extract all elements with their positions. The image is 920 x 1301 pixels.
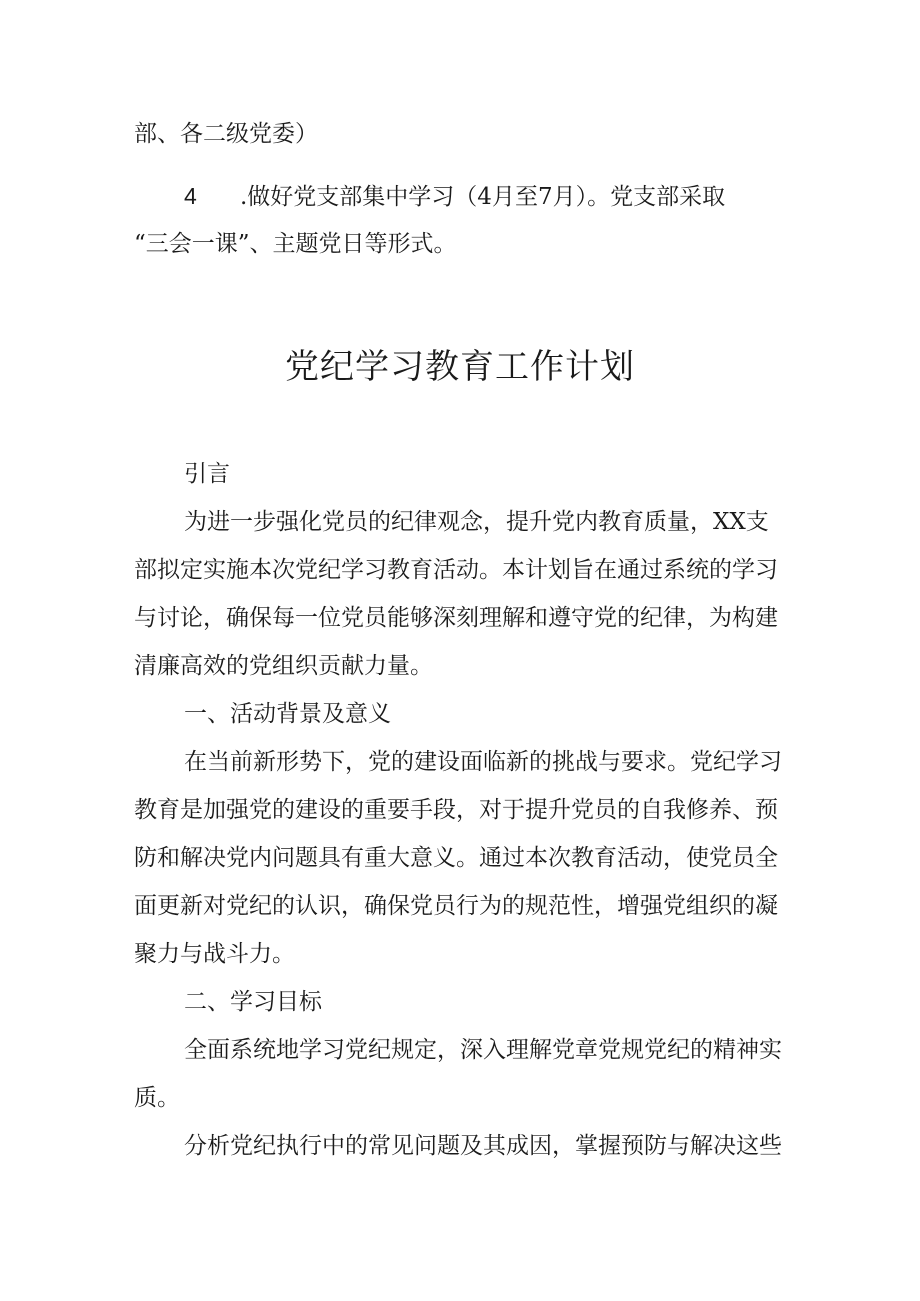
intro-paragraph-line: 与讨论，确保每一位党员能够深刻理解和遵守党的纪律，为构建	[134, 605, 778, 631]
section1-heading: 一、活动背景及意义	[184, 701, 391, 727]
section2-paragraph-line: 质。	[134, 1085, 180, 1111]
section2-heading: 二、学习目标	[184, 989, 322, 1015]
section1-paragraph-line: 在当前新形势下，党的建设面临新的挑战与要求。党纪学习	[184, 749, 782, 775]
section2-paragraph-line: 分析党纪执行中的常见问题及其成因，掌握预防与解决这些	[184, 1133, 782, 1159]
list-item-continuation: “三会一课”、主题党日等形式。	[134, 231, 457, 257]
intro-heading: 引言	[184, 461, 230, 487]
document-title: 党纪学习教育工作计划	[285, 347, 635, 387]
list-item-number: 4	[184, 183, 197, 209]
intro-paragraph-line: 为进一步强化党员的纪律观念，提升党内教育质量，XX支	[184, 509, 769, 535]
section1-paragraph-line: 面更新对党纪的认识，确保党员行为的规范性，增强党组织的凝	[134, 893, 778, 919]
fragment-line: 部、各二级党委）	[134, 121, 318, 147]
list-item-text: .做好党支部集中学习（4月至7月）。党支部采取	[240, 184, 726, 210]
section1-paragraph-line: 聚力与战斗力。	[134, 941, 295, 967]
section2-paragraph-line: 全面系统地学习党纪规定，深入理解党章党规党纪的精神实	[184, 1037, 782, 1063]
intro-paragraph-line: 清廉高效的党组织贡献力量。	[134, 653, 433, 679]
list-item-4	[184, 182, 725, 211]
section1-paragraph-line: 防和解决党内问题具有重大意义。通过本次教育活动，使党员全	[134, 845, 778, 871]
section1-paragraph-line: 教育是加强党的建设的重要手段，对于提升党员的自我修养、预	[134, 797, 778, 823]
intro-paragraph-line: 部拟定实施本次党纪学习教育活动。本计划旨在通过系统的学习	[134, 557, 778, 583]
